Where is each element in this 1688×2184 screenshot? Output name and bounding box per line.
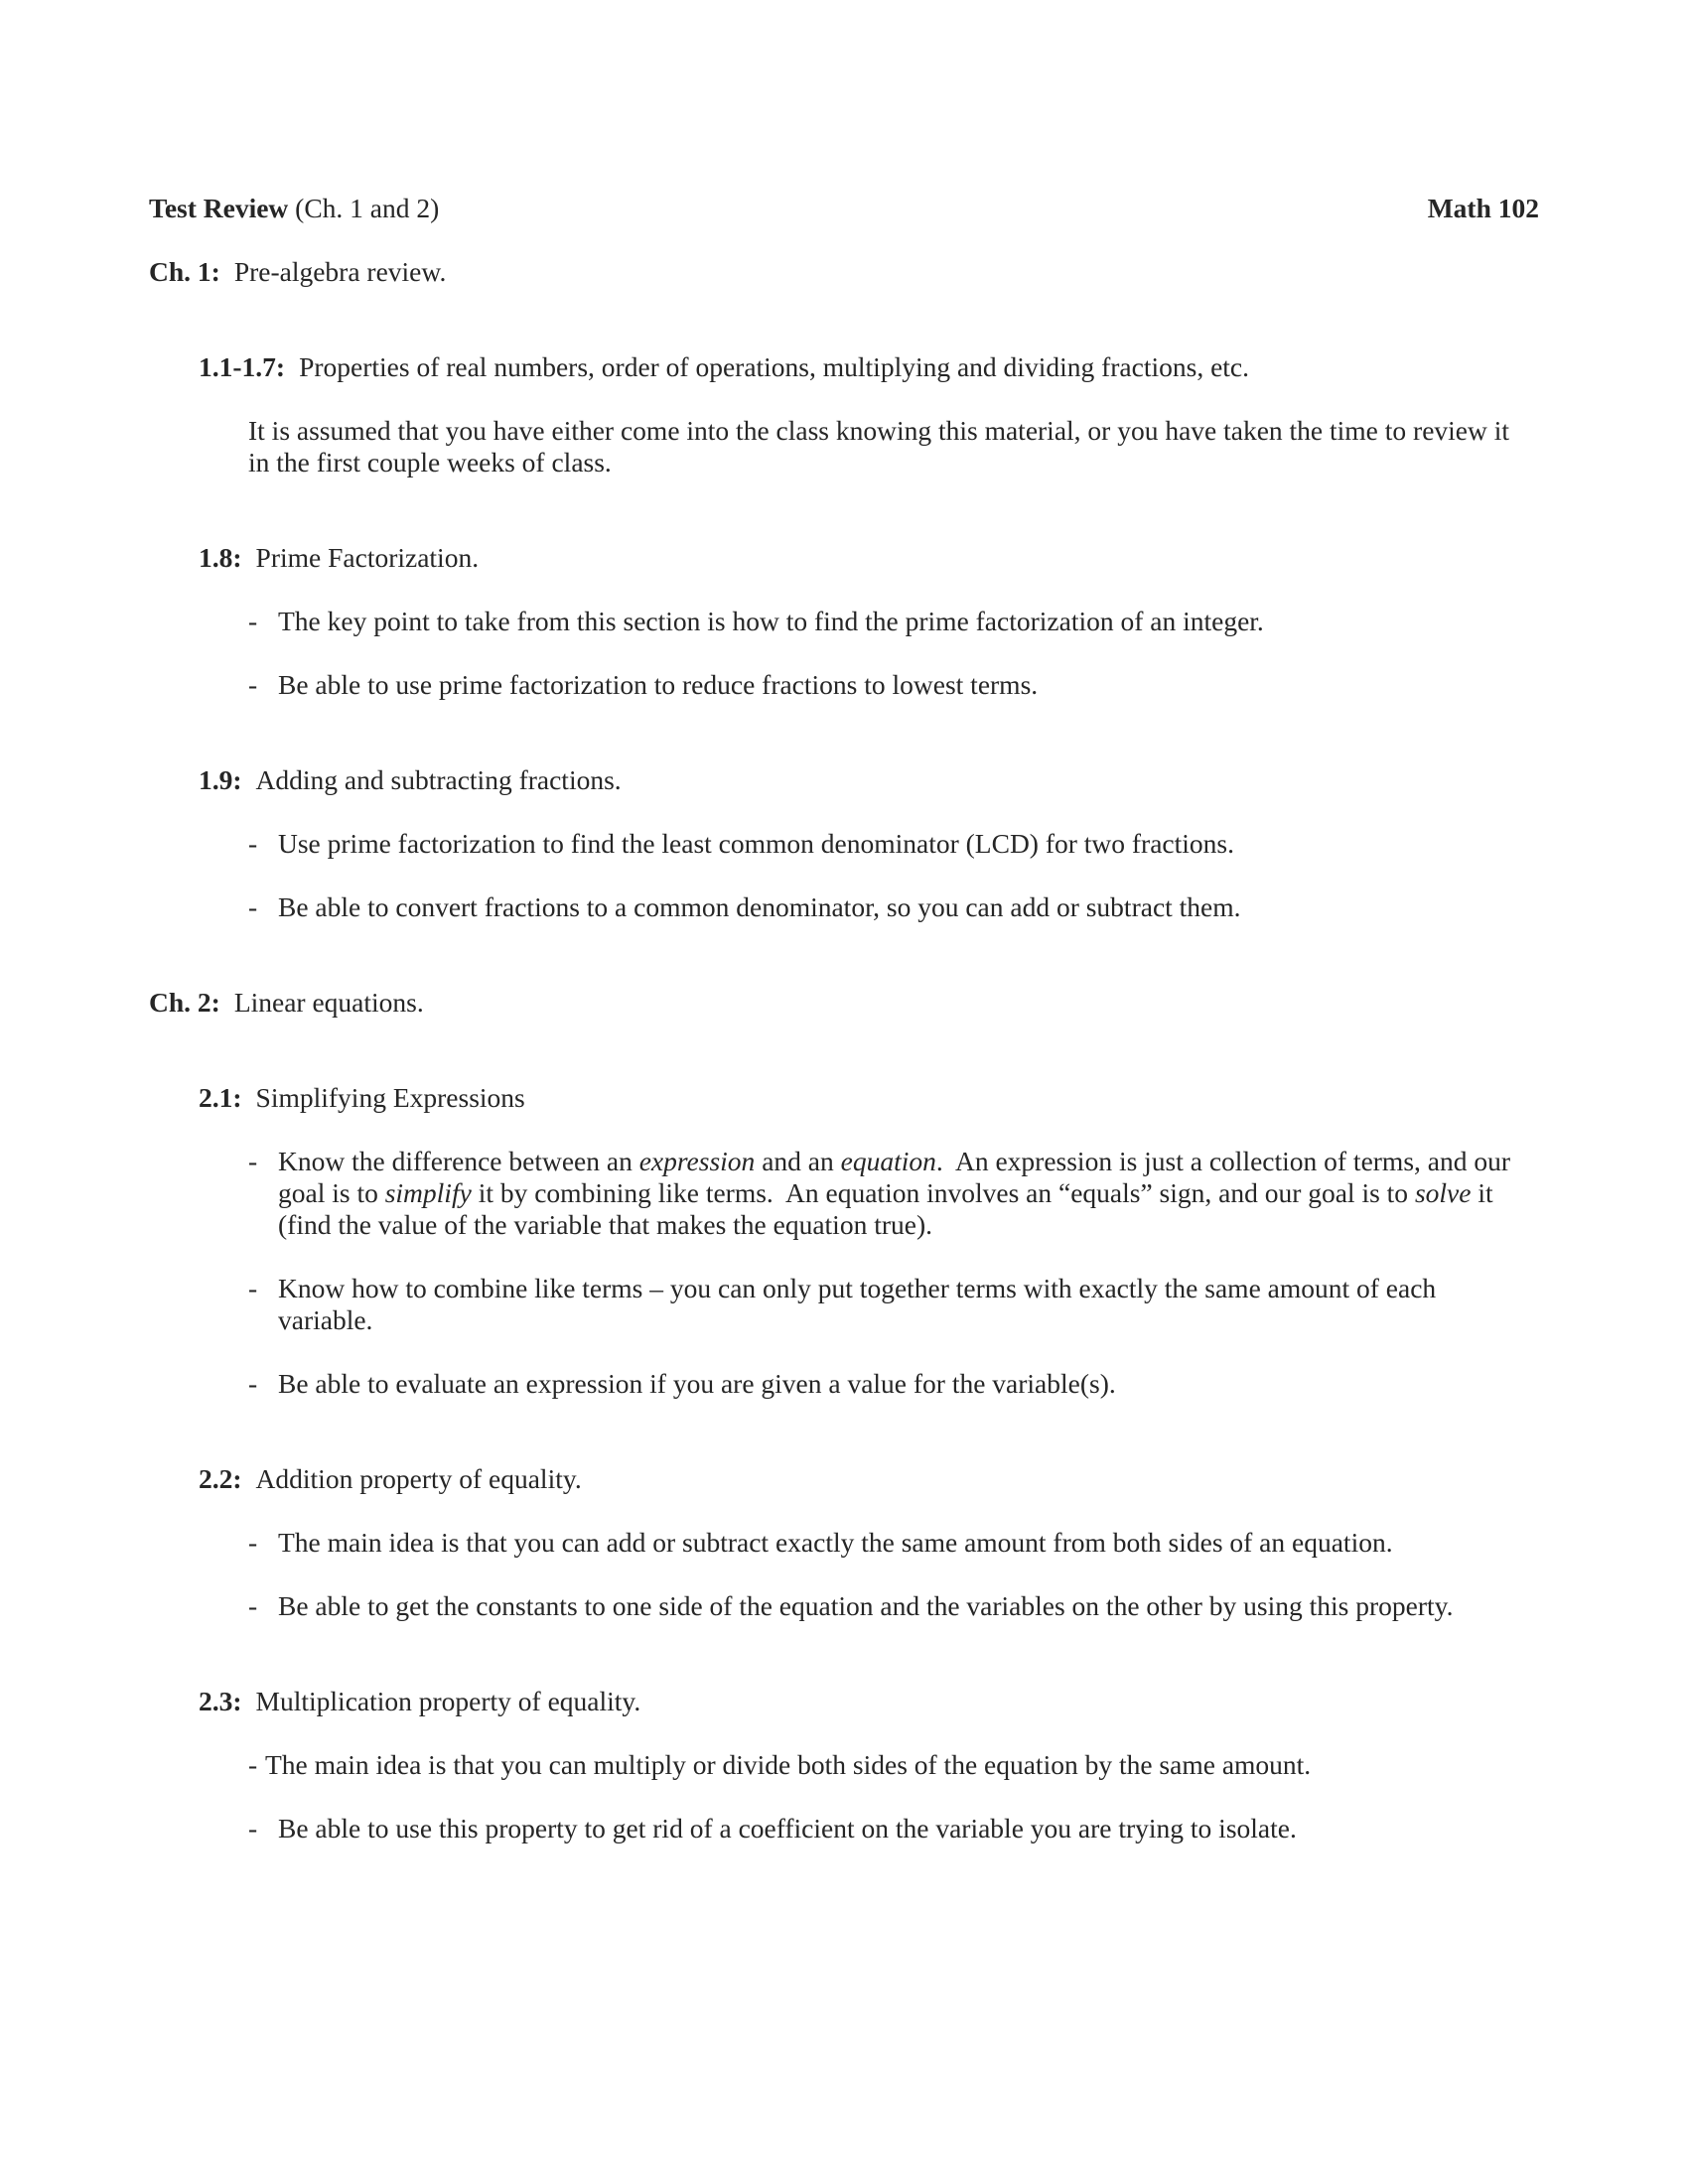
course-label: Math 102 xyxy=(1427,193,1539,223)
bullet-dash: - xyxy=(248,828,258,859)
chapter-title: Linear equations. xyxy=(233,987,424,1018)
bullet-item xyxy=(248,828,1539,860)
chapter xyxy=(149,256,1539,923)
bullet-dash: - xyxy=(248,1749,258,1780)
section-label: 1.1-1.7: xyxy=(199,351,286,382)
title-bold: Test Review xyxy=(149,193,289,223)
italic-term: expression xyxy=(638,1146,756,1176)
bullet-item xyxy=(248,1146,1539,1241)
bullet-dash: - xyxy=(248,1590,258,1621)
section-title-text: Multiplication property of equality. xyxy=(255,1686,641,1716)
bullet-line xyxy=(278,1177,1539,1209)
text-segment: (find the value of the variable that makes the equation true). xyxy=(278,1209,932,1240)
bullet-dash: - xyxy=(248,669,258,700)
bullet-line xyxy=(278,891,1539,923)
chapter xyxy=(149,987,1539,1844)
bullet-text xyxy=(265,1749,1539,1781)
chapter-heading xyxy=(149,256,1539,288)
section-label: 2.3: xyxy=(199,1686,242,1716)
bullet-dash: - xyxy=(248,891,258,922)
bullet-line xyxy=(278,1590,1539,1622)
section-label: 2.1: xyxy=(199,1082,242,1113)
bullet-text xyxy=(278,1146,1539,1241)
bullet-dash: - xyxy=(248,1368,258,1399)
section-title-text: Addition property of equality. xyxy=(255,1463,582,1494)
title-suffix: (Ch. 1 and 2) xyxy=(288,193,440,223)
text-segment: Know the difference between an xyxy=(278,1146,639,1176)
bullet-item xyxy=(248,606,1539,637)
section-title-text: Adding and subtracting fractions. xyxy=(255,764,622,795)
text-segment: The key point to take from this section is how to find the prime factorization of an integer. xyxy=(278,606,1264,636)
section-title xyxy=(199,1082,1539,1114)
section-title-text: Prime Factorization. xyxy=(255,542,480,573)
chapter-title: Pre-algebra review. xyxy=(233,256,447,287)
bullet-item xyxy=(248,1368,1539,1400)
section xyxy=(199,1686,1539,1844)
bullet-text xyxy=(278,1527,1539,1559)
section xyxy=(199,542,1539,701)
bullet-line xyxy=(265,1749,1539,1781)
text-segment: variable. xyxy=(278,1304,373,1335)
paragraph-line xyxy=(248,447,1539,478)
paragraph-line xyxy=(248,415,1539,447)
italic-term: equation xyxy=(840,1146,936,1176)
bullet-text xyxy=(278,1273,1539,1336)
chapter-heading xyxy=(149,987,1539,1019)
text-segment: goal is to xyxy=(278,1177,385,1208)
text-segment: Know how to combine like terms – you can only put together terms with exactly the same amount of each xyxy=(278,1273,1437,1303)
text-segment: Be able to convert fractions to a common denominator, so you can add or subtract them. xyxy=(278,891,1241,922)
bullet-line xyxy=(278,669,1539,701)
text-segment: The main idea is that you can add or subtract exactly the same amount from both sides of an equation. xyxy=(278,1527,1393,1558)
bullet-text xyxy=(278,891,1539,923)
text-segment: Use prime factorization to find the least common denominator (LCD) for two fractions. xyxy=(278,828,1234,859)
section xyxy=(199,1463,1539,1622)
bullet-text xyxy=(278,1368,1539,1400)
bullet-dash: - xyxy=(248,606,258,636)
bullet-text xyxy=(278,1590,1539,1622)
section xyxy=(199,1082,1539,1400)
text-segment: Be able to evaluate an expression if you are given a value for the variable(s). xyxy=(278,1368,1116,1399)
text-segment: Be able to use this property to get rid of a coefficient on the variable you are trying to isolate. xyxy=(278,1813,1297,1843)
bullet-text xyxy=(278,606,1539,637)
chapter-label: Ch. 1: xyxy=(149,256,220,287)
section-title-text: Simplifying Expressions xyxy=(255,1082,525,1113)
text-segment: The main idea is that you can multiply or divide both sides of the equation by the same amount. xyxy=(265,1749,1312,1780)
text-segment: It is assumed that you have either come into the class knowing this material, or you have taken the time to review it xyxy=(248,415,1510,446)
bullet-text xyxy=(278,669,1539,701)
bullet-line xyxy=(278,1209,1539,1241)
bullet-dash: - xyxy=(248,1813,258,1843)
text-segment: and an xyxy=(755,1146,841,1176)
bullet-item xyxy=(248,669,1539,701)
section-label: 2.2: xyxy=(199,1463,242,1494)
section-title xyxy=(199,542,1539,574)
bullet-item xyxy=(248,1527,1539,1559)
bullet-line xyxy=(278,1368,1539,1400)
text-segment: Be able to get the constants to one side of the equation and the variables on the other by using this property. xyxy=(278,1590,1454,1621)
section-title-text: Properties of real numbers, order of operations, multiplying and dividing fractions, etc. xyxy=(299,351,1249,382)
bullet-item xyxy=(248,1273,1539,1336)
bullet-item xyxy=(248,1590,1539,1622)
text-segment: Be able to use prime factorization to reduce fractions to lowest terms. xyxy=(278,669,1039,700)
chapter-label: Ch. 2: xyxy=(149,987,220,1018)
bullet-text xyxy=(278,828,1539,860)
text-segment: it by combining like terms. An equation involves an “equals” sign, and our goal is to xyxy=(471,1177,1415,1208)
bullet-dash: - xyxy=(248,1527,258,1558)
document-header xyxy=(149,193,1539,224)
bullet-dash: - xyxy=(248,1146,258,1176)
text-segment: . An expression is just a collection of terms, and our xyxy=(935,1146,1511,1176)
bullet-line xyxy=(278,1304,1539,1336)
bullet-text xyxy=(278,1813,1539,1844)
section-title xyxy=(199,764,1539,796)
section xyxy=(199,351,1539,478)
italic-term: simplify xyxy=(384,1177,472,1208)
text-segment: in the first couple weeks of class. xyxy=(248,447,612,478)
bullet-dash: - xyxy=(248,1273,258,1303)
bullet-line xyxy=(278,606,1539,637)
bullet-item xyxy=(248,891,1539,923)
section xyxy=(199,764,1539,923)
bullet-line xyxy=(278,1146,1539,1177)
text-segment: it xyxy=(1471,1177,1493,1208)
bullet-line xyxy=(278,1273,1539,1304)
section-title xyxy=(199,1686,1539,1717)
section-label: 1.9: xyxy=(199,764,242,795)
section-title xyxy=(199,1463,1539,1495)
bullet-line xyxy=(278,1527,1539,1559)
document-body xyxy=(149,256,1539,1844)
italic-term: solve xyxy=(1414,1177,1472,1208)
section-label: 1.8: xyxy=(199,542,242,573)
bullet-line xyxy=(278,828,1539,860)
section-title xyxy=(199,351,1539,383)
document-title xyxy=(149,193,439,224)
paragraph xyxy=(248,415,1539,478)
bullet-item xyxy=(248,1749,1539,1781)
bullet-line xyxy=(278,1813,1539,1844)
bullet-item xyxy=(248,1813,1539,1844)
